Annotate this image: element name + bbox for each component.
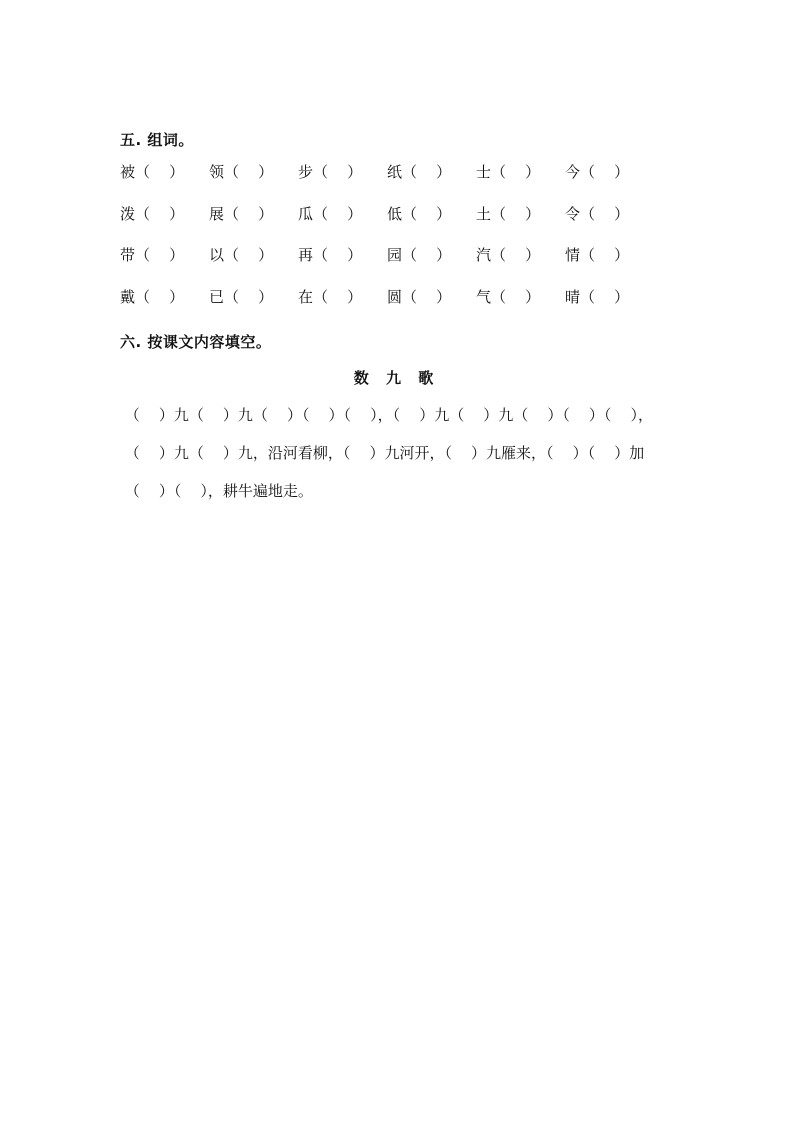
word-row-2 [120,203,680,225]
word-item: 纸（ ） [387,163,452,181]
word-item: 园（ ） [387,246,452,264]
word-item: 气（ ） [476,288,541,306]
word-item: 戴（ ） [120,288,185,306]
poem-line: （ ）（ ），耕牛遍地走。 [120,482,313,500]
section-six-heading: 六. 按课文内容填空。 [120,333,272,351]
word-item: 汽（ ） [476,246,541,264]
section-five-heading: 五. 组词。 [120,131,194,149]
word-item: 晴（ ） [565,288,630,306]
word-row-1 [120,161,680,183]
word-item: 瓜（ ） [298,205,363,223]
word-row-3 [120,244,680,266]
word-item: 展（ ） [209,205,274,223]
word-item: 士（ ） [476,163,541,181]
word-item: 令（ ） [565,205,630,223]
word-item: 被（ ） [120,163,185,181]
word-item: 带（ ） [120,246,185,264]
word-item: 步（ ） [298,163,363,181]
word-item: 在（ ） [298,288,363,306]
word-item: 以（ ） [209,246,274,264]
poem-line: （ ）九（ ）九，沿河看柳，（ ）九河开，（ ）九雁来，（ ）（ ）加 [120,444,645,462]
word-item: 已（ ） [209,288,274,306]
word-item: 泼（ ） [120,205,185,223]
word-item: 情（ ） [565,246,630,264]
poem-line: （ ）九（ ）九（ ）（ ）（ ），（ ）九（ ）九（ ）（ ）（ ）， [120,406,653,424]
word-item: 低（ ） [387,205,452,223]
word-item: 再（ ） [298,246,363,264]
word-item: 领（ ） [209,163,274,181]
word-item: 圆（ ） [387,288,452,306]
word-row-4 [120,286,680,308]
word-item: 今（ ） [565,163,630,181]
poem-title: 数 九 歌 [353,369,440,387]
word-item: 土（ ） [476,205,541,223]
